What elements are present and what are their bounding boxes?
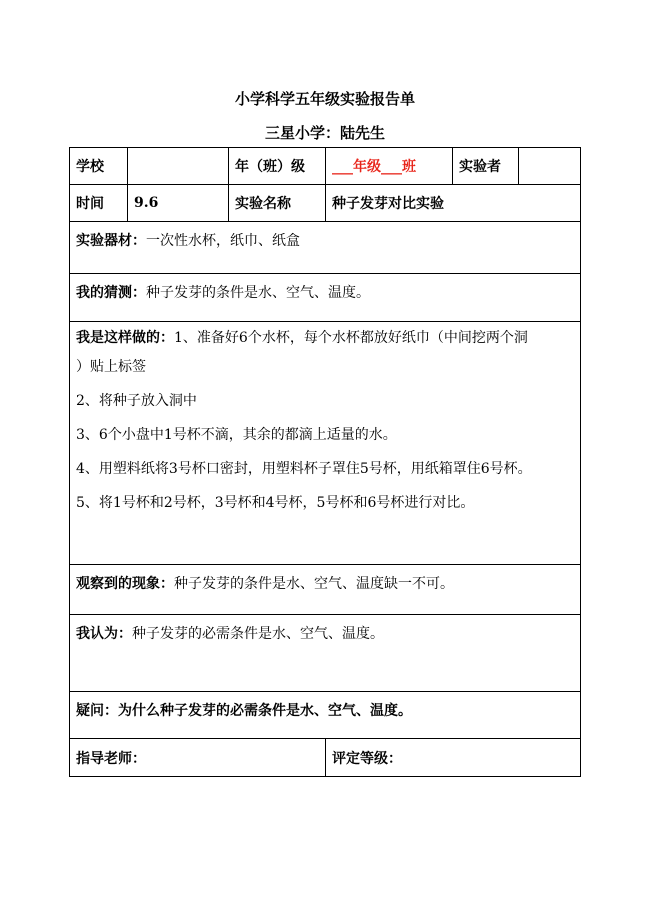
procedure-step: 4、用塑料纸将3号杯口密封，用塑料杯子罩住5号杯，用纸箱罩住6号杯。 (76, 461, 532, 477)
conclusion-label: 我认为： (76, 626, 132, 642)
table-row-time (70, 185, 581, 222)
table-row-procedure (70, 322, 581, 565)
question-label: 疑问： (76, 703, 118, 719)
experimenter-field[interactable] (519, 148, 581, 185)
time-label: 时间 (70, 185, 128, 222)
grade-evaluation-field[interactable] (326, 739, 581, 777)
guess-label: 我的猜测： (76, 285, 146, 301)
guess-value: 种子发芽的条件是水、空气、温度。 (146, 285, 370, 301)
report-title: 小学科学五年级实验报告单 (234, 90, 415, 108)
table-row-equipment (70, 222, 581, 274)
experiment-name-label: 实验名称 (229, 185, 326, 222)
school-label: 学校 (70, 148, 128, 185)
table-row-footer (70, 739, 581, 777)
procedure-label: 我是这样做的： (76, 330, 174, 346)
equipment-label: 实验器材： (76, 233, 146, 249)
teacher-field[interactable] (70, 739, 326, 777)
table-row-observation (70, 565, 581, 615)
table-row-conclusion (70, 615, 581, 692)
procedure-step: 2、将种子放入洞中 (76, 393, 197, 409)
experiment-report-table (69, 147, 581, 777)
procedure-step: ）贴上标签 (76, 359, 146, 375)
observation-value: 种子发芽的条件是水、空气、温度缺一不可。 (174, 576, 454, 592)
conclusion-value: 种子发芽的必需条件是水、空气、温度。 (132, 626, 384, 642)
school-field[interactable] (128, 148, 229, 185)
table-row-guess (70, 274, 581, 322)
procedure-step: 1、准备好6个水杯，每个水杯都放好纸巾（中间挖两个洞 (174, 330, 528, 346)
teacher-label: 指导老师： (76, 750, 146, 767)
experiment-name-value: 种子发芽对比实验 (326, 185, 581, 222)
procedure-step: 5、将1号杯和2号杯，3号杯和4号杯，5号杯和6号杯进行对比。 (76, 495, 475, 511)
grade-evaluation-label: 评定等级： (332, 750, 402, 767)
observation-label: 观察到的现象： (76, 576, 174, 592)
procedure-step: 3、6个小盘中1号杯不滴，其余的都滴上适量的水。 (76, 427, 397, 443)
table-row-question (70, 692, 581, 739)
experimenter-label: 实验者 (453, 148, 519, 185)
grade-class-field[interactable]: ___年级___班 (326, 148, 453, 185)
grade-class-label: 年（班）级 (229, 148, 326, 185)
question-value: 为什么种子发芽的必需条件是水、空气、温度。 (118, 703, 412, 719)
school-teacher-subtitle: 三星小学：陆先生 (264, 124, 385, 142)
time-value: 9.6 (128, 185, 229, 222)
table-row-school (70, 148, 581, 185)
equipment-value: 一次性水杯，纸巾、纸盒 (146, 233, 300, 249)
